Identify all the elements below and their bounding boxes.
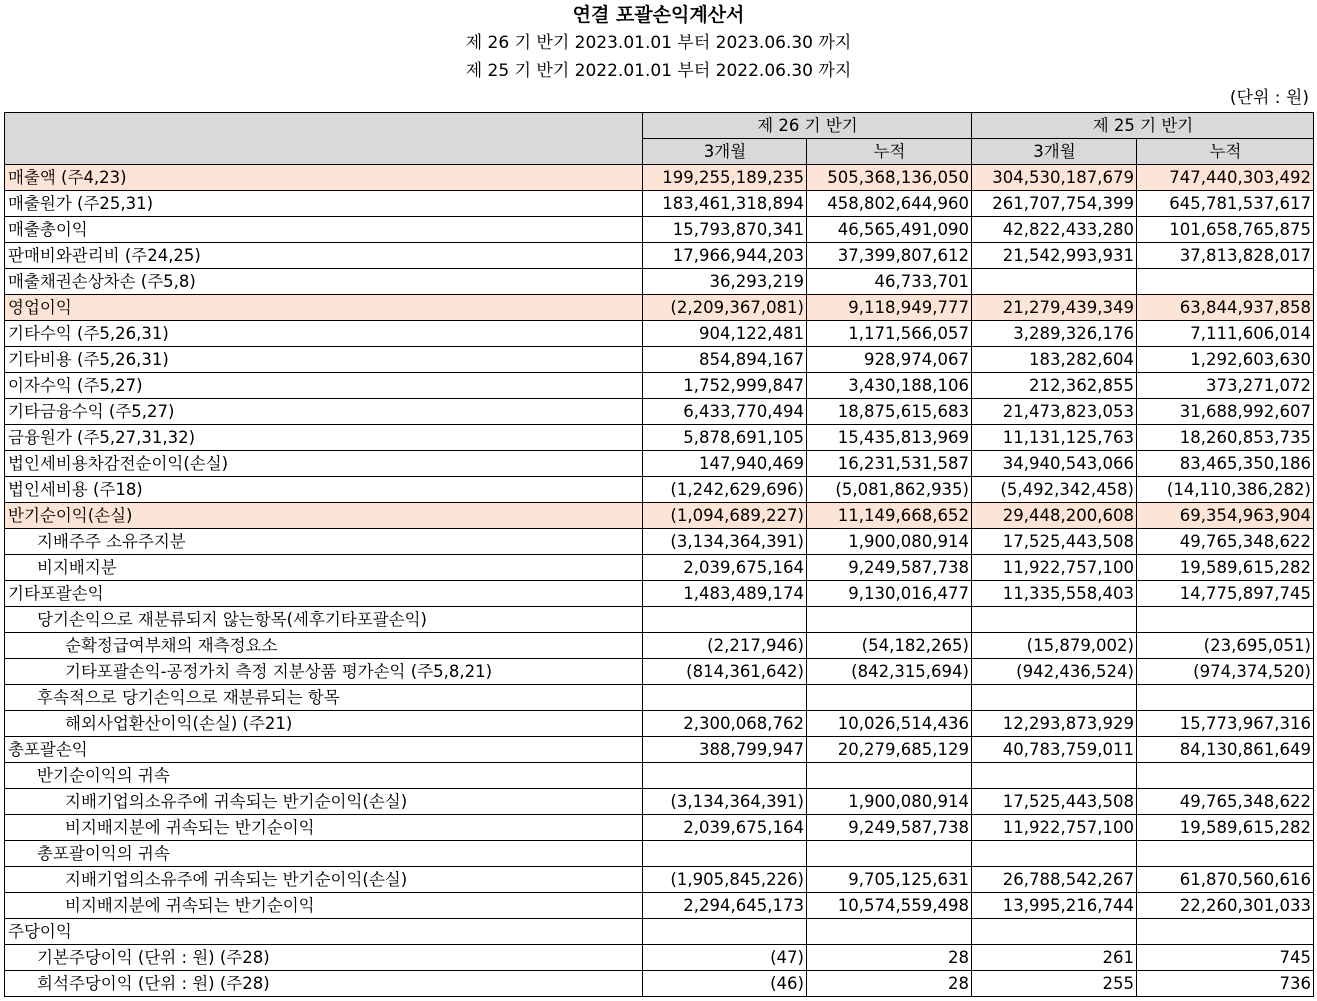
row-value: 388,799,947 bbox=[643, 737, 807, 763]
row-value: (5,081,862,935) bbox=[807, 477, 972, 503]
row-label: 비지배지분 bbox=[5, 555, 643, 581]
row-value: (5,492,342,458) bbox=[972, 477, 1137, 503]
row-value: 9,118,949,777 bbox=[807, 295, 972, 321]
row-value bbox=[807, 763, 972, 789]
row-value: 17,966,944,203 bbox=[643, 243, 807, 269]
row-value: 747,440,303,492 bbox=[1137, 165, 1314, 191]
row-label: 영업이익 bbox=[5, 295, 643, 321]
row-label: 비지배지분에 귀속되는 반기순이익 bbox=[5, 893, 643, 919]
row-value bbox=[807, 685, 972, 711]
row-value: 645,781,537,617 bbox=[1137, 191, 1314, 217]
row-value: 15,793,870,341 bbox=[643, 217, 807, 243]
row-value bbox=[643, 607, 807, 633]
header-current-cumulative: 누적 bbox=[807, 139, 972, 165]
row-value: 26,788,542,267 bbox=[972, 867, 1137, 893]
row-label: 기타포괄손익 bbox=[5, 581, 643, 607]
table-row bbox=[5, 321, 1314, 347]
row-label: 매출액 (주4,23) bbox=[5, 165, 643, 191]
row-value: 37,399,807,612 bbox=[807, 243, 972, 269]
row-value: 46,733,701 bbox=[807, 269, 972, 295]
row-value: 11,149,668,652 bbox=[807, 503, 972, 529]
row-value: 261 bbox=[972, 945, 1137, 971]
table-row bbox=[5, 217, 1314, 243]
row-value: 20,279,685,129 bbox=[807, 737, 972, 763]
row-value: 11,335,558,403 bbox=[972, 581, 1137, 607]
row-value: (3,134,364,391) bbox=[643, 789, 807, 815]
row-label: 비지배지분에 귀속되는 반기순이익 bbox=[5, 815, 643, 841]
row-value: 49,765,348,622 bbox=[1137, 789, 1314, 815]
row-value bbox=[1137, 269, 1314, 295]
row-value: 928,974,067 bbox=[807, 347, 972, 373]
table-row bbox=[5, 841, 1314, 867]
row-value bbox=[972, 685, 1137, 711]
table-row bbox=[5, 399, 1314, 425]
statement-title: 연결 포괄손익계산서 bbox=[572, 4, 745, 26]
row-value: 10,026,514,436 bbox=[807, 711, 972, 737]
row-value bbox=[972, 607, 1137, 633]
row-value bbox=[1137, 841, 1314, 867]
table-row bbox=[5, 789, 1314, 815]
row-label: 금융원가 (주5,27,31,32) bbox=[5, 425, 643, 451]
row-value: 9,130,016,477 bbox=[807, 581, 972, 607]
table-row bbox=[5, 685, 1314, 711]
row-value: 1,752,999,847 bbox=[643, 373, 807, 399]
table-row bbox=[5, 945, 1314, 971]
row-value: 736 bbox=[1137, 971, 1314, 997]
row-label: 기본주당이익 (단위 : 원) (주28) bbox=[5, 945, 643, 971]
row-value: 17,525,443,508 bbox=[972, 529, 1137, 555]
row-value: (3,134,364,391) bbox=[643, 529, 807, 555]
row-label: 지배기업의소유주에 귀속되는 반기순이익(손실) bbox=[5, 789, 643, 815]
row-value: (1,242,629,696) bbox=[643, 477, 807, 503]
row-value: 9,249,587,738 bbox=[807, 815, 972, 841]
row-value: 745 bbox=[1137, 945, 1314, 971]
row-value: 9,705,125,631 bbox=[807, 867, 972, 893]
row-value bbox=[807, 607, 972, 633]
row-label: 총포괄손익 bbox=[5, 737, 643, 763]
row-label: 지배주주 소유주지분 bbox=[5, 529, 643, 555]
table-row bbox=[5, 971, 1314, 997]
row-value: 31,688,992,607 bbox=[1137, 399, 1314, 425]
row-value: 19,589,615,282 bbox=[1137, 815, 1314, 841]
row-value: 16,231,531,587 bbox=[807, 451, 972, 477]
row-value: 83,465,350,186 bbox=[1137, 451, 1314, 477]
row-value: (2,209,367,081) bbox=[643, 295, 807, 321]
row-label: 해외사업환산이익(손실) (주21) bbox=[5, 711, 643, 737]
row-value bbox=[972, 269, 1137, 295]
table-row bbox=[5, 893, 1314, 919]
row-value: 2,039,675,164 bbox=[643, 555, 807, 581]
row-value: (15,879,002) bbox=[972, 633, 1137, 659]
row-value: 10,574,559,498 bbox=[807, 893, 972, 919]
table-row bbox=[5, 269, 1314, 295]
row-value: (1,905,845,226) bbox=[643, 867, 807, 893]
row-value: 34,940,543,066 bbox=[972, 451, 1137, 477]
table-row bbox=[5, 347, 1314, 373]
row-value: 9,249,587,738 bbox=[807, 555, 972, 581]
row-value: 2,039,675,164 bbox=[643, 815, 807, 841]
row-label: 반기순이익(손실) bbox=[5, 503, 643, 529]
table-row bbox=[5, 919, 1314, 945]
row-value: (54,182,265) bbox=[807, 633, 972, 659]
table-row bbox=[5, 165, 1314, 191]
row-value: 63,844,937,858 bbox=[1137, 295, 1314, 321]
row-label: 주당이익 bbox=[5, 919, 643, 945]
row-label: 후속적으로 당기손익으로 재분류되는 항목 bbox=[5, 685, 643, 711]
row-value: 84,130,861,649 bbox=[1137, 737, 1314, 763]
row-value: 37,813,828,017 bbox=[1137, 243, 1314, 269]
row-label: 희석주당이익 (단위 : 원) (주28) bbox=[5, 971, 643, 997]
row-value bbox=[807, 841, 972, 867]
row-value bbox=[807, 919, 972, 945]
row-value: 15,435,813,969 bbox=[807, 425, 972, 451]
row-value: (1,094,689,227) bbox=[643, 503, 807, 529]
row-label: 반기순이익의 귀속 bbox=[5, 763, 643, 789]
row-value: 1,292,603,630 bbox=[1137, 347, 1314, 373]
row-label: 기타비용 (주5,26,31) bbox=[5, 347, 643, 373]
row-label: 법인세비용 (주18) bbox=[5, 477, 643, 503]
row-label: 기타금융수익 (주5,27) bbox=[5, 399, 643, 425]
row-value: 2,294,645,173 bbox=[643, 893, 807, 919]
row-value: 17,525,443,508 bbox=[972, 789, 1137, 815]
table-row bbox=[5, 763, 1314, 789]
row-value bbox=[1137, 919, 1314, 945]
row-label: 기타수익 (주5,26,31) bbox=[5, 321, 643, 347]
row-value: 5,878,691,105 bbox=[643, 425, 807, 451]
row-value bbox=[643, 685, 807, 711]
row-value: (23,695,051) bbox=[1137, 633, 1314, 659]
header-period-current: 제 26 기 반기 bbox=[643, 113, 972, 139]
table-row bbox=[5, 711, 1314, 737]
income-statement-table bbox=[4, 112, 1314, 997]
row-value: 3,289,326,176 bbox=[972, 321, 1137, 347]
row-value: (47) bbox=[643, 945, 807, 971]
row-value: 458,802,644,960 bbox=[807, 191, 972, 217]
row-value: 61,870,560,616 bbox=[1137, 867, 1314, 893]
row-value: 40,783,759,011 bbox=[972, 737, 1137, 763]
row-value: 29,448,200,608 bbox=[972, 503, 1137, 529]
row-value: 1,900,080,914 bbox=[807, 789, 972, 815]
table-row bbox=[5, 451, 1314, 477]
row-value: 12,293,873,929 bbox=[972, 711, 1137, 737]
row-label: 매출원가 (주25,31) bbox=[5, 191, 643, 217]
row-value: 854,894,167 bbox=[643, 347, 807, 373]
row-value: 22,260,301,033 bbox=[1137, 893, 1314, 919]
table-row bbox=[5, 815, 1314, 841]
row-value: 14,775,897,745 bbox=[1137, 581, 1314, 607]
row-label: 법인세비용차감전순이익(손실) bbox=[5, 451, 643, 477]
table-row bbox=[5, 867, 1314, 893]
row-value bbox=[972, 919, 1137, 945]
row-value: 42,822,433,280 bbox=[972, 217, 1137, 243]
row-value: 199,255,189,235 bbox=[643, 165, 807, 191]
row-value bbox=[643, 841, 807, 867]
row-label: 기타포괄손익-공정가치 측정 지분상품 평가손익 (주5,8,21) bbox=[5, 659, 643, 685]
row-value: 21,542,993,931 bbox=[972, 243, 1137, 269]
row-label: 매출채권손상차손 (주5,8) bbox=[5, 269, 643, 295]
row-value bbox=[972, 763, 1137, 789]
period-prior: 제 25 기 반기 2022.01.01 부터 2022.06.30 까지 bbox=[465, 61, 852, 81]
header-period-prior: 제 25 기 반기 bbox=[972, 113, 1314, 139]
row-value: 2,300,068,762 bbox=[643, 711, 807, 737]
row-value: 505,368,136,050 bbox=[807, 165, 972, 191]
row-value: 18,875,615,683 bbox=[807, 399, 972, 425]
unit-label: (단위 : 원) bbox=[1229, 88, 1309, 108]
row-value: 183,282,604 bbox=[972, 347, 1137, 373]
row-value bbox=[1137, 763, 1314, 789]
row-value bbox=[643, 919, 807, 945]
table-row bbox=[5, 191, 1314, 217]
row-value: (942,436,524) bbox=[972, 659, 1137, 685]
row-value: 212,362,855 bbox=[972, 373, 1137, 399]
row-value: 15,773,967,316 bbox=[1137, 711, 1314, 737]
row-value: 21,473,823,053 bbox=[972, 399, 1137, 425]
row-value bbox=[972, 841, 1137, 867]
row-value: 11,131,125,763 bbox=[972, 425, 1137, 451]
row-value bbox=[1137, 607, 1314, 633]
table-row bbox=[5, 659, 1314, 685]
row-value: (14,110,386,282) bbox=[1137, 477, 1314, 503]
row-value: (46) bbox=[643, 971, 807, 997]
row-value: 49,765,348,622 bbox=[1137, 529, 1314, 555]
row-value: (814,361,642) bbox=[643, 659, 807, 685]
row-value: 3,430,188,106 bbox=[807, 373, 972, 399]
table-row bbox=[5, 529, 1314, 555]
table-row bbox=[5, 607, 1314, 633]
table-row bbox=[5, 737, 1314, 763]
header-row-periods bbox=[5, 113, 1314, 139]
period-current: 제 26 기 반기 2023.01.01 부터 2023.06.30 까지 bbox=[465, 33, 852, 53]
header-label-cell bbox=[5, 113, 643, 165]
row-value: 19,589,615,282 bbox=[1137, 555, 1314, 581]
table-row bbox=[5, 555, 1314, 581]
row-value: 7,111,606,014 bbox=[1137, 321, 1314, 347]
row-value: 304,530,187,679 bbox=[972, 165, 1137, 191]
row-value: 11,922,757,100 bbox=[972, 555, 1137, 581]
table-row bbox=[5, 633, 1314, 659]
row-value: 1,171,566,057 bbox=[807, 321, 972, 347]
row-value: 13,995,216,744 bbox=[972, 893, 1137, 919]
row-value: (974,374,520) bbox=[1137, 659, 1314, 685]
row-value: 183,461,318,894 bbox=[643, 191, 807, 217]
row-label: 매출총이익 bbox=[5, 217, 643, 243]
row-label: 당기손익으로 재분류되지 않는항목(세후기타포괄손익) bbox=[5, 607, 643, 633]
row-value: 255 bbox=[972, 971, 1137, 997]
row-value: 904,122,481 bbox=[643, 321, 807, 347]
row-value: 11,922,757,100 bbox=[972, 815, 1137, 841]
table-row bbox=[5, 503, 1314, 529]
header-current-3m: 3개월 bbox=[643, 139, 807, 165]
row-value: 28 bbox=[807, 945, 972, 971]
row-value: (2,217,946) bbox=[643, 633, 807, 659]
row-value: 69,354,963,904 bbox=[1137, 503, 1314, 529]
row-label: 총포괄이익의 귀속 bbox=[5, 841, 643, 867]
table-row bbox=[5, 373, 1314, 399]
row-value: 36,293,219 bbox=[643, 269, 807, 295]
header-prior-3m: 3개월 bbox=[972, 139, 1137, 165]
table-row bbox=[5, 425, 1314, 451]
table-row bbox=[5, 295, 1314, 321]
row-value: 6,433,770,494 bbox=[643, 399, 807, 425]
row-value: 1,483,489,174 bbox=[643, 581, 807, 607]
header-prior-cumulative: 누적 bbox=[1137, 139, 1314, 165]
row-label: 순확정급여부채의 재측정요소 bbox=[5, 633, 643, 659]
row-value: 46,565,491,090 bbox=[807, 217, 972, 243]
table-row bbox=[5, 243, 1314, 269]
table-row bbox=[5, 581, 1314, 607]
row-value: 101,658,765,875 bbox=[1137, 217, 1314, 243]
row-value: 18,260,853,735 bbox=[1137, 425, 1314, 451]
row-label: 이자수익 (주5,27) bbox=[5, 373, 643, 399]
row-value bbox=[643, 763, 807, 789]
row-value bbox=[1137, 685, 1314, 711]
table-row bbox=[5, 477, 1314, 503]
row-value: 21,279,439,349 bbox=[972, 295, 1137, 321]
row-label: 판매비와관리비 (주24,25) bbox=[5, 243, 643, 269]
row-value: 373,271,072 bbox=[1137, 373, 1314, 399]
row-value: 147,940,469 bbox=[643, 451, 807, 477]
row-label: 지배기업의소유주에 귀속되는 반기순이익(손실) bbox=[5, 867, 643, 893]
row-value: 28 bbox=[807, 971, 972, 997]
row-value: 1,900,080,914 bbox=[807, 529, 972, 555]
row-value: (842,315,694) bbox=[807, 659, 972, 685]
row-value: 261,707,754,399 bbox=[972, 191, 1137, 217]
